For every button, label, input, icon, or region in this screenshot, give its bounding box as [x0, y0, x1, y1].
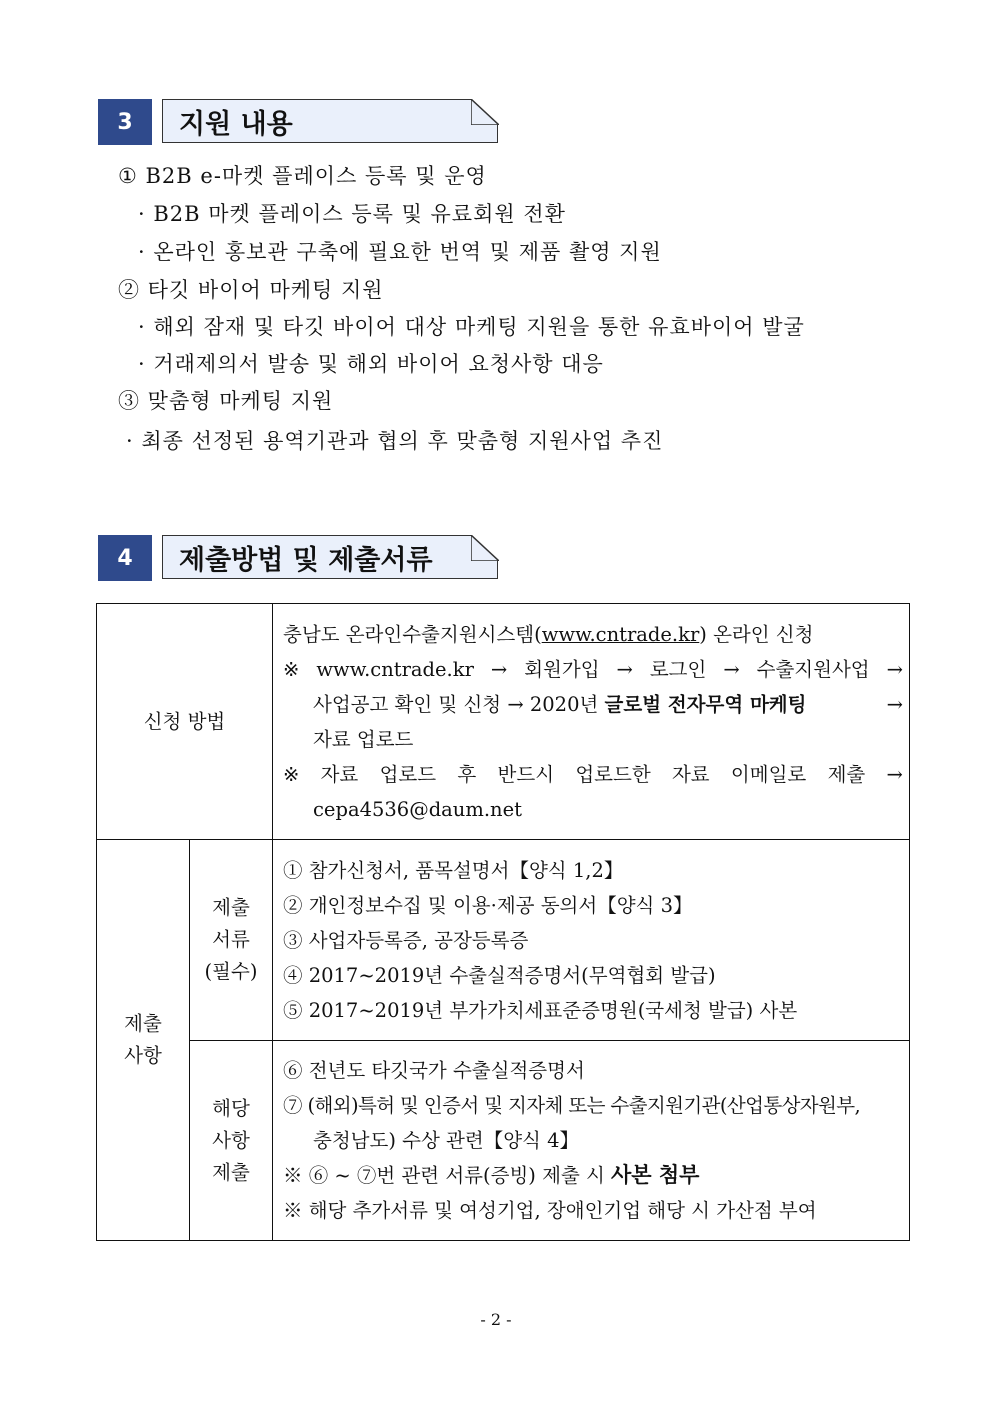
optional-docs-label: 해당 사항 제출 [190, 1041, 273, 1241]
list-item: ③ 맞춤형 마케팅 지원 [118, 389, 334, 413]
apply-method-label: 신청 방법 [97, 604, 273, 840]
list-item: ② 타깃 바이어 마케팅 지원 [118, 278, 384, 302]
optional-docs-cell: ⑥ 전년도 타깃국가 수출실적증명서 ⑦ (해외)특허 및 인증서 및 지자체 또는 수출지원기관(산업통상자원부, 충청남도) 수상 관련【양식 4】 ※ ⑥ ~ ⑦번 관련 서류(증빙) 제출 시 사본 첨부 ※ 해당 추가서류 및 여성기업, 장애인기업 해당 시 가산점 부여 [273, 1041, 910, 1241]
list-item: ※ 해당 추가서류 및 여성기업, 장애인기업 해당 시 가산점 부여 [283, 1199, 817, 1222]
email-note-line: ※ 자료 업로드 후 반드시 업로드한 자료 이메일로 제출 → [283, 762, 903, 786]
list-item: · 최종 선정된 용역기관과 협의 후 맞춤형 지원사업 추진 [126, 429, 664, 453]
submission-table [96, 603, 910, 1241]
list-item: · 온라인 홍보관 구축에 필요한 번역 및 제품 촬영 지원 [138, 240, 662, 264]
section-title-text: 지원 내용 [179, 108, 293, 140]
section-4-heading [98, 535, 498, 581]
list-item: ④ 2017~2019년 수출실적증명서(무역협회 발급) [283, 963, 716, 987]
list-item: ① B2B e-마켓 플레이스 등록 및 운영 [118, 164, 487, 188]
list-item: ① 참가신청서, 품목설명서【양식 1,2】 [283, 858, 624, 882]
list-item: ⑥ 전년도 타깃국가 수출실적증명서 [283, 1059, 585, 1082]
section-title [162, 99, 498, 143]
apply-method-cell: 충남도 온라인수출지원시스템(www.cntrade.kr) 온라인 신청 ※ www.cntrade.kr → 회원가입 → 로그인 → 수출지원사업 → 사업공고 확인 및 신청 → 2020년 글로벌 전자무역 마케팅 → 자료 업로드 ※ 자료 업로드 후 반드시 업로드한 자료 이메일로 제출 → cepa4536@daum.net [273, 604, 910, 840]
section-number-badge: 3 [98, 99, 152, 145]
table-row [97, 840, 910, 1041]
section-title [162, 535, 498, 579]
page-number: - 2 - [480, 1310, 512, 1329]
required-docs-cell [273, 840, 910, 1041]
contact-email: cepa4536@daum.net [313, 797, 522, 821]
table-row [97, 1041, 910, 1241]
section-number-badge: 4 [98, 535, 152, 581]
submit-items-label: 제출 사항 [97, 840, 190, 1241]
cntrade-link[interactable]: www.cntrade.kr [541, 622, 700, 646]
section-3-heading [98, 99, 498, 145]
table-row [97, 604, 910, 840]
required-docs-label: 제출 서류 (필수) [190, 840, 273, 1041]
list-item: ⑦ (해외)특허 및 인증서 및 지자체 또는 수출지원기관(산업통상자원부, [283, 1094, 861, 1117]
folded-corner-icon [471, 535, 499, 561]
list-item: · B2B 마켓 플레이스 등록 및 유료회원 전환 [138, 202, 566, 226]
list-item: ⑤ 2017~2019년 부가가치세표준증명원(국세청 발급) 사본 [283, 998, 798, 1022]
list-item: · 해외 잠재 및 타깃 바이어 대상 마케팅 지원을 통한 유효바이어 발굴 [138, 315, 805, 339]
list-item: · 거래제의서 발송 및 해외 바이어 요청사항 대응 [138, 352, 604, 376]
section-title-text: 제출방법 및 제출서류 [179, 544, 433, 576]
list-item: ※ ⑥ ~ ⑦번 관련 서류(증빙) 제출 시 사본 첨부 [283, 1163, 700, 1187]
folded-corner-icon [471, 99, 499, 125]
apply-steps-line: ※ www.cntrade.kr → 회원가입 → 로그인 → 수출지원사업 → [283, 657, 903, 681]
list-item: ② 개인정보수집 및 이용·제공 동의서【양식 3】 [283, 893, 693, 917]
list-item: ③ 사업자등록증, 공장등록증 [283, 928, 529, 952]
